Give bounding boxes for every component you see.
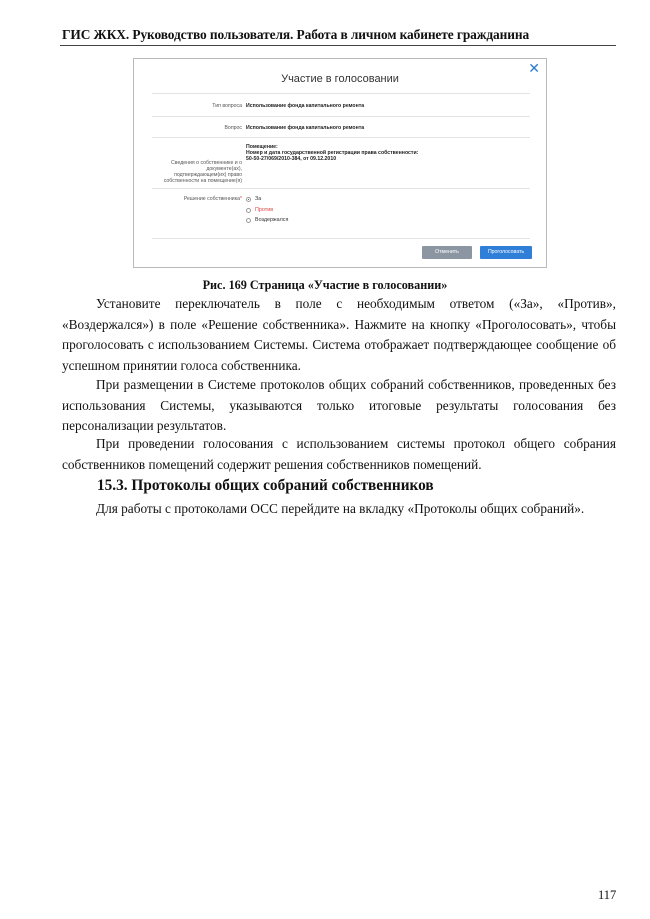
owner-info-label-line: документе(ах), xyxy=(206,166,242,172)
owner-info-value-line: Помещение: xyxy=(246,144,278,150)
field-divider xyxy=(152,116,530,117)
owner-info-label-line: подтверждающем(их) право xyxy=(174,172,242,178)
paragraph-text: При проведении голосования с использованием системы протокол общего собрания собственников помещений содержит решения собственников помещений. xyxy=(62,436,616,472)
vote-button[interactable]: Проголосовать xyxy=(480,246,532,259)
paragraph-text: При размещении в Системе протоколов общих собраний собственников, проведенных без использования Системы, указываются только итоговые результаты голосования без персонализации результатов. xyxy=(62,377,616,433)
owner-info-label-line: собственности на помещение(я) xyxy=(163,178,242,184)
paragraph-text: Для работы с протоколами ОСС перейдите на вкладку «Протоколы общих собраний». xyxy=(96,501,585,516)
required-mark: * xyxy=(239,196,242,202)
radio-icon[interactable] xyxy=(246,208,251,213)
dialog-footer-divider xyxy=(152,238,530,239)
close-icon[interactable]: ✕ xyxy=(528,60,540,76)
header-divider xyxy=(60,45,616,46)
paragraph-text: Установите переключатель в поле с необходимым ответом («За», «Против», «Воздержался») в поле «Решение собственника». Нажмите на кнопку «Проголосовать», чтобы проголосовать с использованием Системы. Система отображает подтверждающее сообщение об успешном принятии голоса собственника. xyxy=(62,296,616,373)
paragraph xyxy=(62,499,616,520)
decision-label-text: Решение собственника xyxy=(183,196,240,202)
section-heading: 15.3. Протоколы общих собраний собственников xyxy=(97,477,434,494)
document-header-title: ГИС ЖКХ. Руководство пользователя. Работа в личном кабинете гражданина xyxy=(62,27,530,42)
radio-option-for[interactable] xyxy=(246,196,261,202)
question-value: Использование фонда капитального ремонта xyxy=(246,125,365,131)
decision-label xyxy=(152,196,242,202)
owner-info-value-line: Номер и дата государственной регистрации права собственности: xyxy=(246,150,419,156)
figure-caption: Рис. 169 Страница «Участие в голосовании» xyxy=(202,278,448,292)
field-divider xyxy=(152,188,530,189)
paragraph xyxy=(62,375,616,437)
page-number: 117 xyxy=(598,888,617,902)
question-label: Вопрос xyxy=(224,125,242,131)
owner-info-value-line: 50-50-27/069/2010-384, от 09.12.2010 xyxy=(246,156,337,162)
owner-info-label xyxy=(152,160,242,184)
dialog-divider xyxy=(152,93,530,94)
question-type-value: Использование фонда капитального ремонта xyxy=(246,103,365,109)
field-divider xyxy=(152,137,530,138)
radio-label: За xyxy=(255,196,262,202)
radio-option-abstain[interactable] xyxy=(246,217,288,223)
paragraph xyxy=(62,434,616,475)
question-type-label: Тип вопроса xyxy=(212,103,242,109)
radio-option-against[interactable] xyxy=(246,207,273,213)
radio-label: Воздержался xyxy=(255,217,289,223)
owner-info-value xyxy=(246,144,418,162)
radio-icon[interactable] xyxy=(246,218,251,223)
paragraph xyxy=(62,294,616,376)
voting-dialog-screenshot xyxy=(133,58,547,268)
radio-icon[interactable] xyxy=(246,197,251,202)
owner-info-label-line: Сведения о собственнике и о xyxy=(171,160,242,166)
radio-label: Против xyxy=(255,207,274,213)
cancel-button[interactable]: Отменить xyxy=(422,246,472,259)
dialog-title: Участие в голосовании xyxy=(281,73,399,85)
